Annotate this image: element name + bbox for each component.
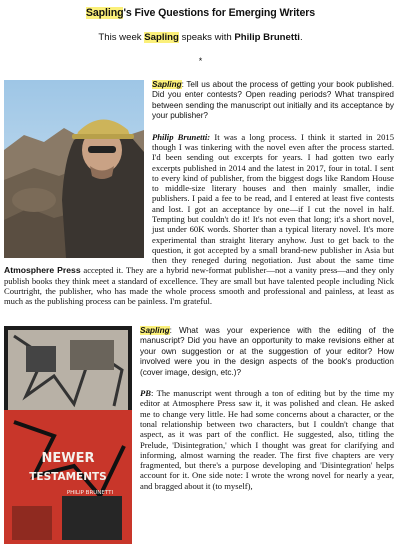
subtitle-name: Philip Brunetti <box>234 32 300 43</box>
page-subtitle <box>0 32 401 43</box>
question-2-text: : What was your experience with the editing of the manuscript? Did you have an opportunity to make revisions either at your own suggestion or at the suggestion of your editor? How involved were you in the design aspects of the book's production (cover image, design, etc.)? <box>140 326 394 377</box>
answer-2-speaker: PB <box>140 388 151 399</box>
title-brand: Sapling <box>85 7 124 19</box>
section-separator: * <box>198 56 203 66</box>
book-cover-author: PHILIP BRUNETTI <box>66 490 114 496</box>
author-photo <box>4 80 144 258</box>
subtitle-mid: speaks with <box>178 32 235 43</box>
book-cover-image <box>4 326 132 544</box>
subtitle-pre: This week <box>98 32 145 43</box>
answer-1-publisher: Atmosphere Press <box>4 265 81 276</box>
answer-2-text: : The manuscript went through a ton of editing but by the time my editor at Atmosphere Press saw it, it was polished and clean. He asked me to change very little. He had some concerns about a character, or the tonal relationship between two characters, but I couldn't change that aspect, as it was part of the conflict. He suggested, also, titling the Prelude, 'Disintegration,' which I thought was great for clarifying and informing, almost warning the reader. The first five chapters are very fragmented, but there's a purpose developing and 'Disintegration' helps account for it. One side note: I wrote the wrong novel for nearly a year, and bragged about it (to myself), <box>140 388 394 491</box>
answer-1-speaker: Philip Brunetti: <box>152 131 211 142</box>
answer-1-text-a: It was a long process. I think it started in 2015 though I was tinkering with the novel even after the process started. I'd been sending out excerpts for years. I had gotten two early excerpts published in 2014 and the latest in 2017, four in total. I sent to every kind of publisher, from the biggest dogs like Random House to middle-size literary houses and then mainly smaller, indie publishers. I paid a fee to be read, and I entered at least five contests and lost. I got an acceptance by one—if I cut the novel in half. Tempting but couldn't do it! It's not even that long; it's a short novel, just under 60K words. Shorter than a typical literary novel. It's more experimental than straight literary anyhow. Just to get back to the question, it got accepted by a small brand-new publisher in Asia but then they reneged during negotiation. Just about the same time <box>152 131 394 266</box>
svg-text:TESTAMENTS: TESTAMENTS <box>29 471 107 483</box>
subtitle-brand: Sapling <box>144 32 179 43</box>
question-1-speaker: Sapling <box>152 80 182 89</box>
question-1-text: : Tell us about the process of getting your book published. Did you enter contests? Open reading periods? What transpired between sending the manuscript out initially and its acceptance by your publisher? <box>152 80 394 121</box>
answer-1-text-b: accepted it. They are a hybrid new-format publisher—not a vanity press—and they only publish books they think meet a standard of excellence. They are small but have talented people including Nick Courtright, the publisher, who has made the whole process smooth and professional and painless, at least as much as the publishing process can be painless. I'm grateful. <box>4 265 394 307</box>
page-title <box>0 7 401 19</box>
book-cover-title: NEWER <box>41 451 95 466</box>
interview-block-2 <box>4 326 394 546</box>
title-rest: 's Five Questions for Emerging Writers <box>123 7 316 19</box>
interview-block-1 <box>4 80 394 307</box>
question-2-speaker: Sapling <box>140 326 170 335</box>
subtitle-end: . <box>299 32 303 43</box>
